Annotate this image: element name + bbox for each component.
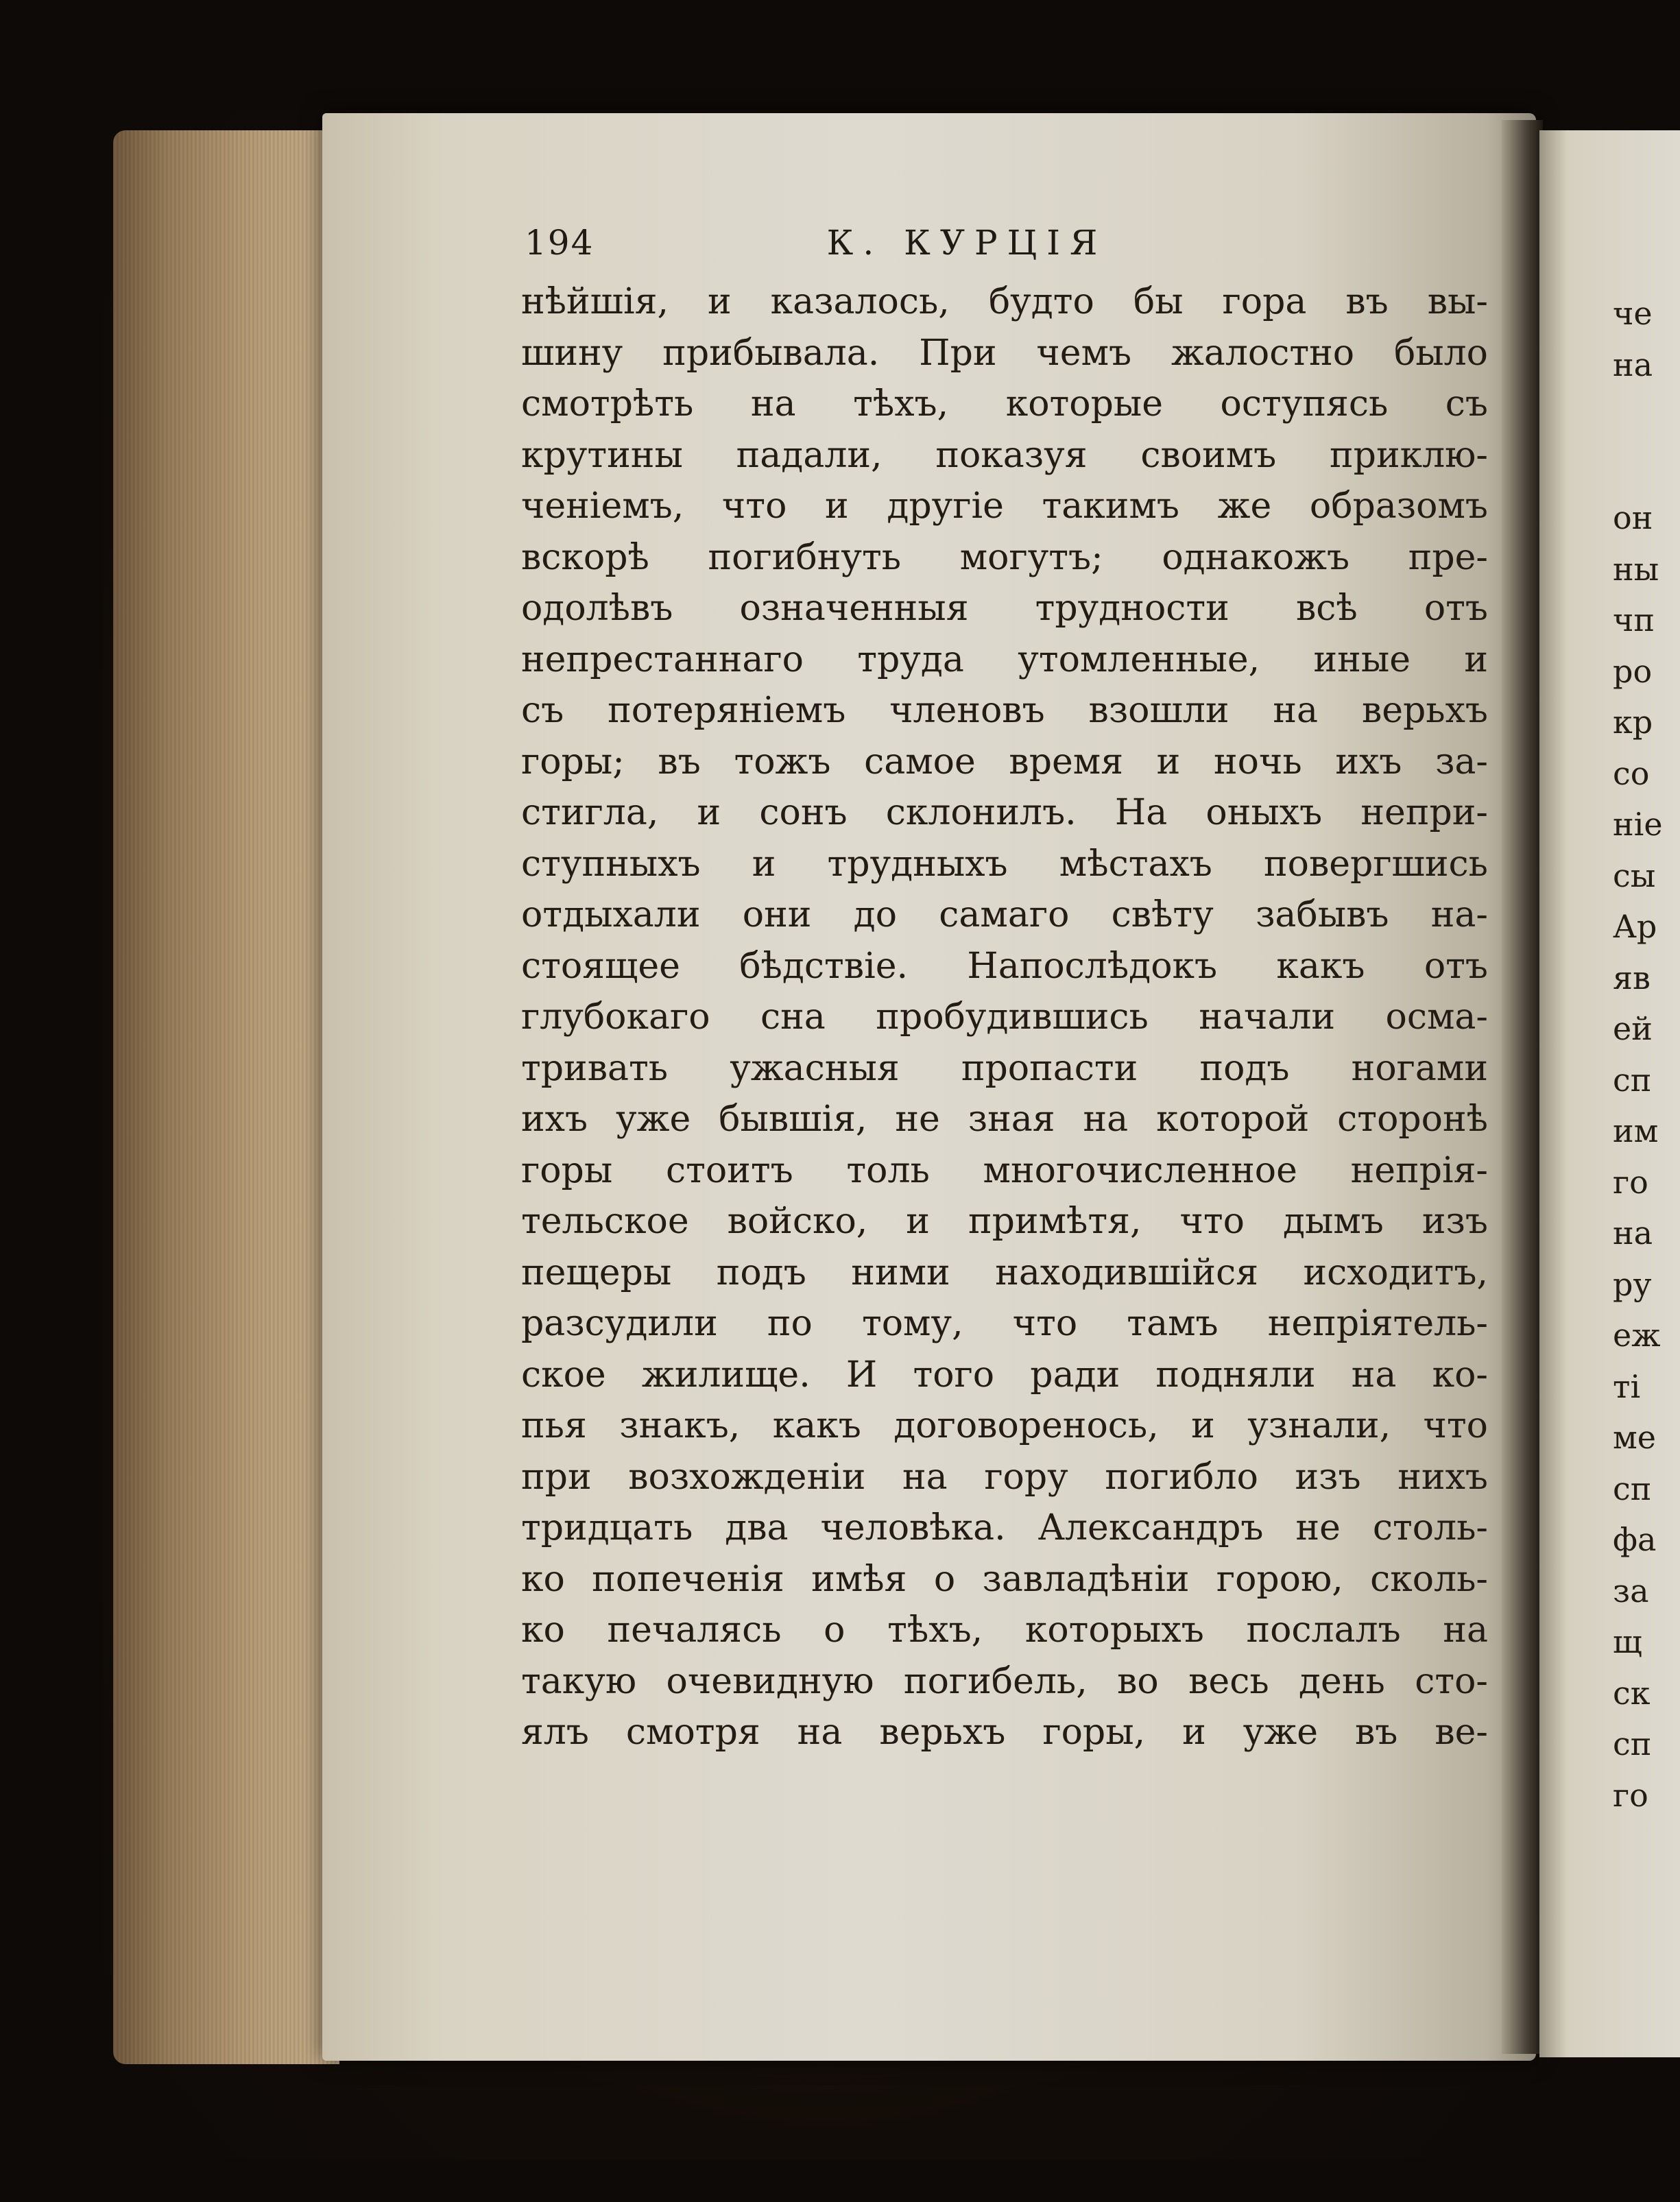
fragment-line: яв: [1613, 959, 1651, 996]
text-line: шину прибывала. При чемъ жалостно было: [521, 332, 1488, 374]
fragment-line: ніе: [1613, 806, 1663, 843]
fragment-line: го: [1613, 1776, 1648, 1814]
fragment-line: ру: [1613, 1265, 1652, 1303]
page-edges: [113, 130, 339, 2064]
text-line: тридцать два человѣка. Александръ не столь-: [521, 1507, 1488, 1548]
text-line: крутины падали, показуя своимъ приклю-: [521, 434, 1488, 476]
fragment-line: че: [1613, 295, 1653, 332]
running-head: К. КУРЦІЯ: [826, 223, 1107, 263]
text-line: ское жилище. И того ради подняли на ко-: [521, 1354, 1488, 1396]
fragment-line: сп: [1613, 1725, 1652, 1762]
fragment-line: на: [1613, 1214, 1653, 1252]
text-line: смотрѣть на тѣхъ, которые оступясь съ: [521, 383, 1488, 424]
fragment-line: [1613, 442, 1680, 493]
fragment-line: ро: [1613, 652, 1653, 690]
fragment-line: ск: [1613, 1674, 1651, 1712]
text-line: стигла, и сонъ склонилъ. На оныхъ непри-: [521, 792, 1488, 833]
text-line: отдыхали они до самаго свѣту забывъ на-: [521, 894, 1488, 935]
text-line: ко попеченія имѣя о завладѣніи горою, сколь-: [521, 1558, 1488, 1600]
fragment-line: сп: [1613, 1470, 1652, 1507]
text-line: ялъ смотря на верьхъ горы, и уже въ ве-: [521, 1712, 1488, 1753]
text-line: непрестаннаго труда утомленные, иные и: [521, 638, 1488, 680]
fragment-line: Ар: [1613, 908, 1657, 945]
fragment-line: щ: [1613, 1623, 1642, 1660]
text-line: нѣйшія, и казалось, будто бы гора въ вы-: [521, 281, 1488, 322]
text-line: ченіемъ, что и другіе такимъ же образомъ: [521, 486, 1488, 527]
fragment-line: ті: [1613, 1367, 1641, 1405]
text-line: горы стоитъ толь многочисленное непрія-: [521, 1149, 1488, 1191]
fragment-line: [1613, 390, 1680, 442]
fragment-line: еж: [1613, 1317, 1661, 1354]
body-text: [521, 276, 1488, 1758]
text-line: горы; въ тожъ самое время и ночь ихъ за-: [521, 741, 1488, 782]
text-line: одолѣвъ означенныя трудности всѣ отъ: [521, 588, 1488, 629]
text-line: пья знакъ, какъ договоренось, и узнали, что: [521, 1405, 1488, 1446]
text-line: при возхожденіи на гору погибло изъ нихъ: [521, 1456, 1488, 1498]
text-line: ко печалясь о тѣхъ, которыхъ послалъ на: [521, 1609, 1488, 1651]
text-line: тривать ужасныя пропасти подъ ногами: [521, 1047, 1488, 1089]
text-line: вскорѣ погибнуть могутъ; однакожъ пре-: [521, 536, 1488, 578]
text-line: такую очевидную погибель, во весь день сто-: [521, 1660, 1488, 1702]
fragment-line: чп: [1613, 601, 1655, 638]
text-line: ихъ уже бывшія, не зная на которой сторонѣ: [521, 1099, 1488, 1140]
fragment-line: за: [1613, 1572, 1649, 1609]
text-line: разсудили по тому, что тамъ непріятель-: [521, 1303, 1488, 1344]
fragment-line: ей: [1613, 1010, 1653, 1047]
text-line: тельское войско, и примѣтя, что дымъ изъ: [521, 1201, 1488, 1242]
fragment-line: со: [1613, 754, 1650, 792]
fragment-line: сы: [1613, 857, 1656, 894]
right-page-fragments: [1613, 288, 1680, 1821]
text-line: ступныхъ и трудныхъ мѣстахъ повергшись: [521, 843, 1488, 885]
text-line: пещеры подъ ними находившійся исходитъ,: [521, 1252, 1488, 1293]
fragment-line: им: [1613, 1112, 1659, 1149]
fragment-line: кр: [1613, 704, 1653, 741]
book-gutter: [1502, 120, 1543, 2054]
text-line: съ потеряніемъ членовъ взошли на верьхъ: [521, 690, 1488, 731]
fragment-line: ны: [1613, 550, 1659, 588]
fragment-line: го: [1613, 1163, 1648, 1201]
fragment-line: он: [1613, 499, 1653, 536]
fragment-line: фа: [1613, 1521, 1657, 1558]
text-line: глубокаго сна пробудившись начали осма-: [521, 996, 1488, 1038]
text-line: стоящее бѣдствіе. Напослѣдокъ какъ отъ: [521, 945, 1488, 987]
page-header: [525, 223, 1491, 278]
page-number: 194: [525, 223, 595, 263]
fragment-line: на: [1613, 346, 1653, 383]
fragment-line: ме: [1613, 1419, 1657, 1456]
fragment-line: сп: [1613, 1061, 1652, 1099]
